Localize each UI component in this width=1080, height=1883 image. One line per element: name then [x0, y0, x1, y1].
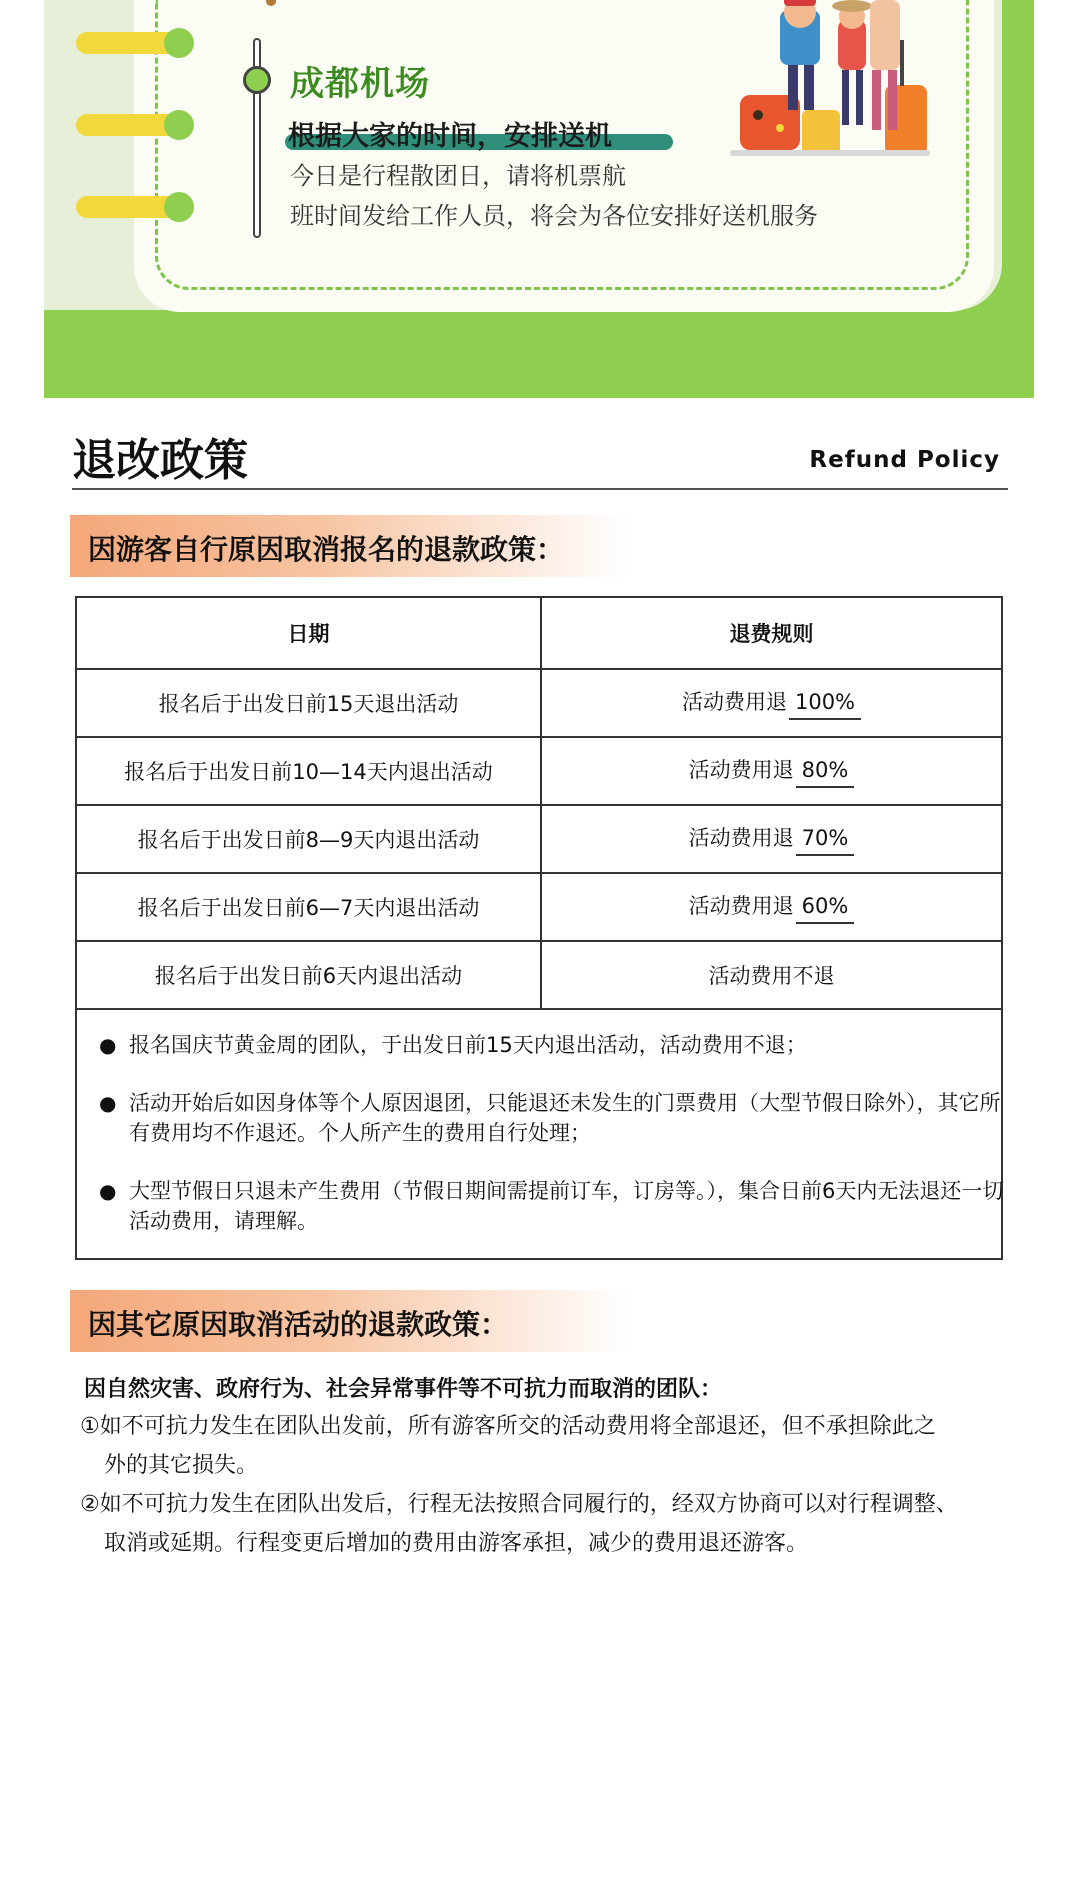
force-majeure-title: 因自然灾害、政府行为、社会异常事件等不可抗力而取消的团队：	[84, 1377, 723, 1402]
note-item: ● 报名国庆节黄金周的团队，于出发日前15天内退出活动，活动费用不退；	[99, 1030, 1009, 1060]
policy-banner-1-text: 因游客自行原因取消报名的退款政策：	[88, 533, 565, 566]
table-row	[76, 737, 1002, 805]
row-date: 报名后于出发日前6—7天内退出活动	[76, 873, 541, 941]
desc-line-2: 班时间发给工作人员，将会为各位安排好送机服务	[290, 202, 818, 230]
desc-line-1: 今日是行程散团日，请将机票航	[290, 162, 626, 190]
table-row	[76, 873, 1002, 941]
row-date: 报名后于出发日前6天内退出活动	[76, 941, 541, 1009]
notes-box	[75, 1004, 1003, 1260]
timeline-dot-icon	[243, 66, 271, 94]
clause-item	[80, 1407, 1010, 1485]
section-divider	[72, 488, 1008, 490]
rule-prefix: 活动费用退	[688, 894, 794, 918]
policy-banner-2-text: 因其它原因取消活动的退款政策：	[88, 1308, 509, 1341]
row-date: 报名后于出发日前10—14天内退出活动	[76, 737, 541, 805]
travelers-illustration	[720, 0, 940, 180]
clause-line: 取消或延期。行程变更后增加的费用由游客承担，减少的费用退还游客。	[104, 1531, 809, 1556]
rule-value: 100%	[789, 690, 861, 720]
row-rule: 活动费用不退	[541, 941, 1002, 1009]
clause-line: ①如不可抗力发生在团队出发前，所有游客所交的活动费用将全部退还，但不承担除此之	[80, 1414, 936, 1439]
binder-ring-icon	[76, 196, 188, 218]
table-row	[76, 805, 1002, 873]
section-title: 退改政策	[72, 435, 248, 486]
rule-prefix: 活动费用退	[688, 758, 794, 782]
row-rule	[541, 737, 1002, 805]
policy-banner-2	[70, 1290, 630, 1352]
yellow-suitcase-icon	[802, 110, 840, 155]
rule-prefix: 活动费用退	[681, 690, 787, 714]
note-item: ● 活动开始后如因身体等个人原因退团，只能退还未发生的门票费用（大型节假日除外），其它所有费用均不作退还。个人所产生的费用自行处理；	[99, 1088, 1009, 1148]
clause-line: ②如不可抗力发生在团队出发后，行程无法按照合同履行的，经双方协商可以对行程调整、	[80, 1492, 958, 1517]
note-item: ● 大型节假日只退未产生费用（节假日期间需提前订车，订房等。），集合日前6天内无法退还一切活动费用，请理解。	[99, 1176, 1009, 1236]
policy-banner-1	[70, 515, 630, 577]
row-rule	[541, 805, 1002, 873]
rule-prefix: 活动费用退	[688, 826, 794, 850]
binder-ring-icon	[76, 114, 188, 136]
row-date: 报名后于出发日前8—9天内退出活动	[76, 805, 541, 873]
header-date: 日期	[76, 597, 541, 669]
airport-subtitle: 根据大家的时间，安排送机	[288, 121, 612, 152]
clause-line: 外的其它损失。	[104, 1453, 259, 1478]
row-date: 报名后于出发日前15天退出活动	[76, 669, 541, 737]
refund-table	[75, 596, 1003, 1010]
airport-title: 成都机场	[290, 64, 430, 104]
table-row	[76, 941, 1002, 1009]
table-row	[76, 669, 1002, 737]
woman-figure	[870, 0, 900, 70]
rule-value: 60%	[796, 894, 855, 924]
binder-ring-icon	[76, 32, 188, 54]
row-rule	[541, 873, 1002, 941]
rule-value: 70%	[796, 826, 855, 856]
table-header-row	[76, 597, 1002, 669]
section-title-en: Refund Policy	[809, 447, 1000, 473]
clause-item	[80, 1485, 1010, 1563]
header-rule: 退费规则	[541, 597, 1002, 669]
row-rule	[541, 669, 1002, 737]
rule-value: 80%	[796, 758, 855, 788]
